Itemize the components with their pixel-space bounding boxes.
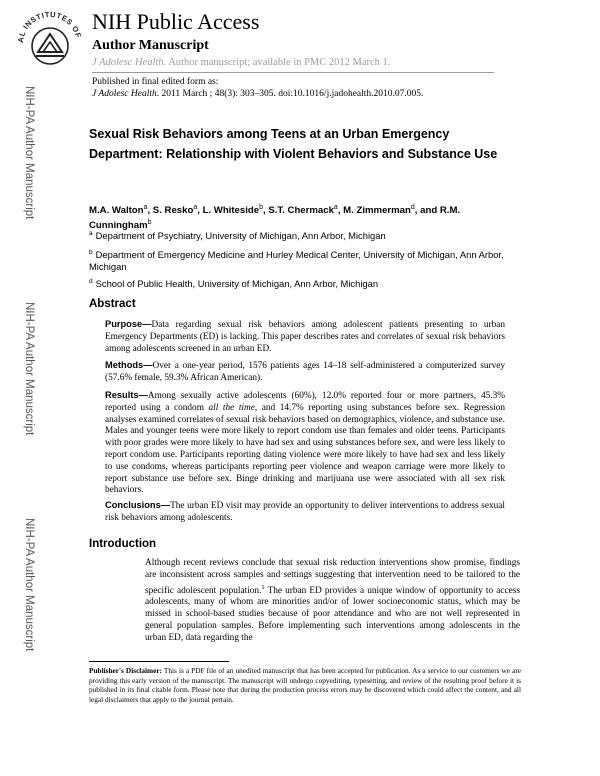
affiliation-b: $^b$ Department of Emergency Medicine and Hurley Medical Center, University of Michigan, Ann Arbor, Michigan: [89, 249, 504, 273]
abstract-heading: Abstract: [89, 298, 136, 310]
header-note-journal: J Adolesc Health: [92, 57, 164, 68]
author: L. Whiteside$^b$: [202, 204, 263, 217]
abstract-conclusions: Conclusions—The urban ED visit may provide an opportunity to deliver interventions to address sexual risk behaviors among adolescents.: [105, 500, 505, 523]
side-stamp-bottom: NIH-PA Author Manuscript: [23, 518, 35, 652]
author: M. Zimmerman$^d$: [343, 204, 415, 217]
side-stamp-middle: NIH-PA Author Manuscript: [23, 302, 35, 436]
header-subtitle: Author Manuscript: [92, 38, 209, 53]
citation-details: . 2011 March ; 48(3): 303–305. doi:10.1016/j.jadohealth.2010.07.005.: [156, 89, 424, 99]
header-title: NIH Public Access: [92, 9, 260, 34]
author-list: M.A. Walton$^a$, S. Resko$^a$, L. Whiteside$^b$, S.T. Chermack$^a$, M. Zimmerman$^d$, and R.M. Cunningham$^b$: [89, 204, 461, 232]
header-note-text: . Author manuscript; available in PMC 2012 March 1.: [163, 57, 391, 68]
side-stamp-top: NIH-PA Author Manuscript: [23, 86, 35, 220]
affiliation-a: $^a$ Department of Psychiatry, University of Michigan, Ann Arbor, Michigan: [89, 230, 386, 242]
author: S.T. Chermack$^a$: [268, 204, 338, 217]
nih-logo: [14, 8, 86, 76]
author: M.A. Walton$^a$: [89, 204, 148, 217]
header-availability-note: [92, 57, 390, 69]
publisher-disclaimer: Publisher's Disclaimer: This is a PDF file of an unedited manuscript that has been accepted for publication. As a service to our customers we are providing this early version of the manuscript. The manuscript will undergo copyediting, typesetting, and review of the resulting proof before it is published in its final citable form. Please note that during the production process errors may be discovered which could affect the content, and all legal disclaimers that apply to the journal pertain.: [89, 666, 521, 704]
author: S. Resko$^a$: [152, 204, 198, 217]
article-title: Sexual Risk Behaviors among Teens at an Urban Emergency Department: Relationship with Violent Behaviors and Substance Use: [89, 127, 498, 161]
affiliation-d: $^d$ School of Public Health, University of Michigan, Ann Arbor, Michigan: [89, 278, 379, 290]
introduction-heading: Introduction: [89, 538, 157, 550]
publication-citation: [92, 88, 423, 100]
published-label: Published in final edited form as:: [92, 77, 219, 87]
abstract-results: Results—Among sexually active adolescents (60%), 12.0% reported four or more partners, 45.3% reported using a condom all the time, and 14.7% reporting using substances before sex. Regression analyses examined correlates of sexual risk behaviors based on demographics, violence, and substance use. Males and younger teens were more likely to report condom use than females and older teens. Participants with poor grades were more likely to have had sex and using substances before sex, and were less likely to report condom use. Participants reporting dating violence were more likely to have had sex and less likely to use condoms, whereas participants reporting peer violence and weapon carriage were more likely to report substance use before sex. Binge drinking and marijuana use were associated with all sex risk behaviors.: [105, 390, 505, 496]
citation-journal: J Adolesc Health: [92, 89, 157, 99]
introduction-body: Although recent reviews conclude that sexual risk reduction interventions show promise, findings are inconsistent across samples and settings suggesting that intervention need to be tailored to the specific adolescent population.$^1$ The urban ED provides a unique window of opportunity to access adolescents, many of whom are minorities and/or of lower socioeconomic status, which may be missed in school-based studies because of poor attendance and who are not well represented in general population samples. Before implementing such interventions among adolescents in the urban ED, data regarding the: [145, 558, 520, 643]
author: R.M. Cunningham$^b$: [89, 205, 461, 232]
abstract-purpose: Purpose—Data regarding sexual risk behaviors among adolescent patients presenting to urban Emergency Departments (ED) is lacking. This paper describes rates and correlates of sexual risk behaviors among adolescents screened in an urban ED.: [105, 319, 505, 354]
reference-marker: 1: [261, 583, 265, 591]
svg-text:NATIONAL INSTITUTES OF HEALTH: AL INSTITUTES OF: [15, 9, 84, 44]
footnote-divider: [89, 661, 229, 662]
header-divider: [92, 72, 494, 73]
abstract-methods: Methods—Over a one-year period, 1576 patients ages 14–18 self-administered a computerized survey (57.6% female, 59.3% African American).: [105, 360, 505, 383]
